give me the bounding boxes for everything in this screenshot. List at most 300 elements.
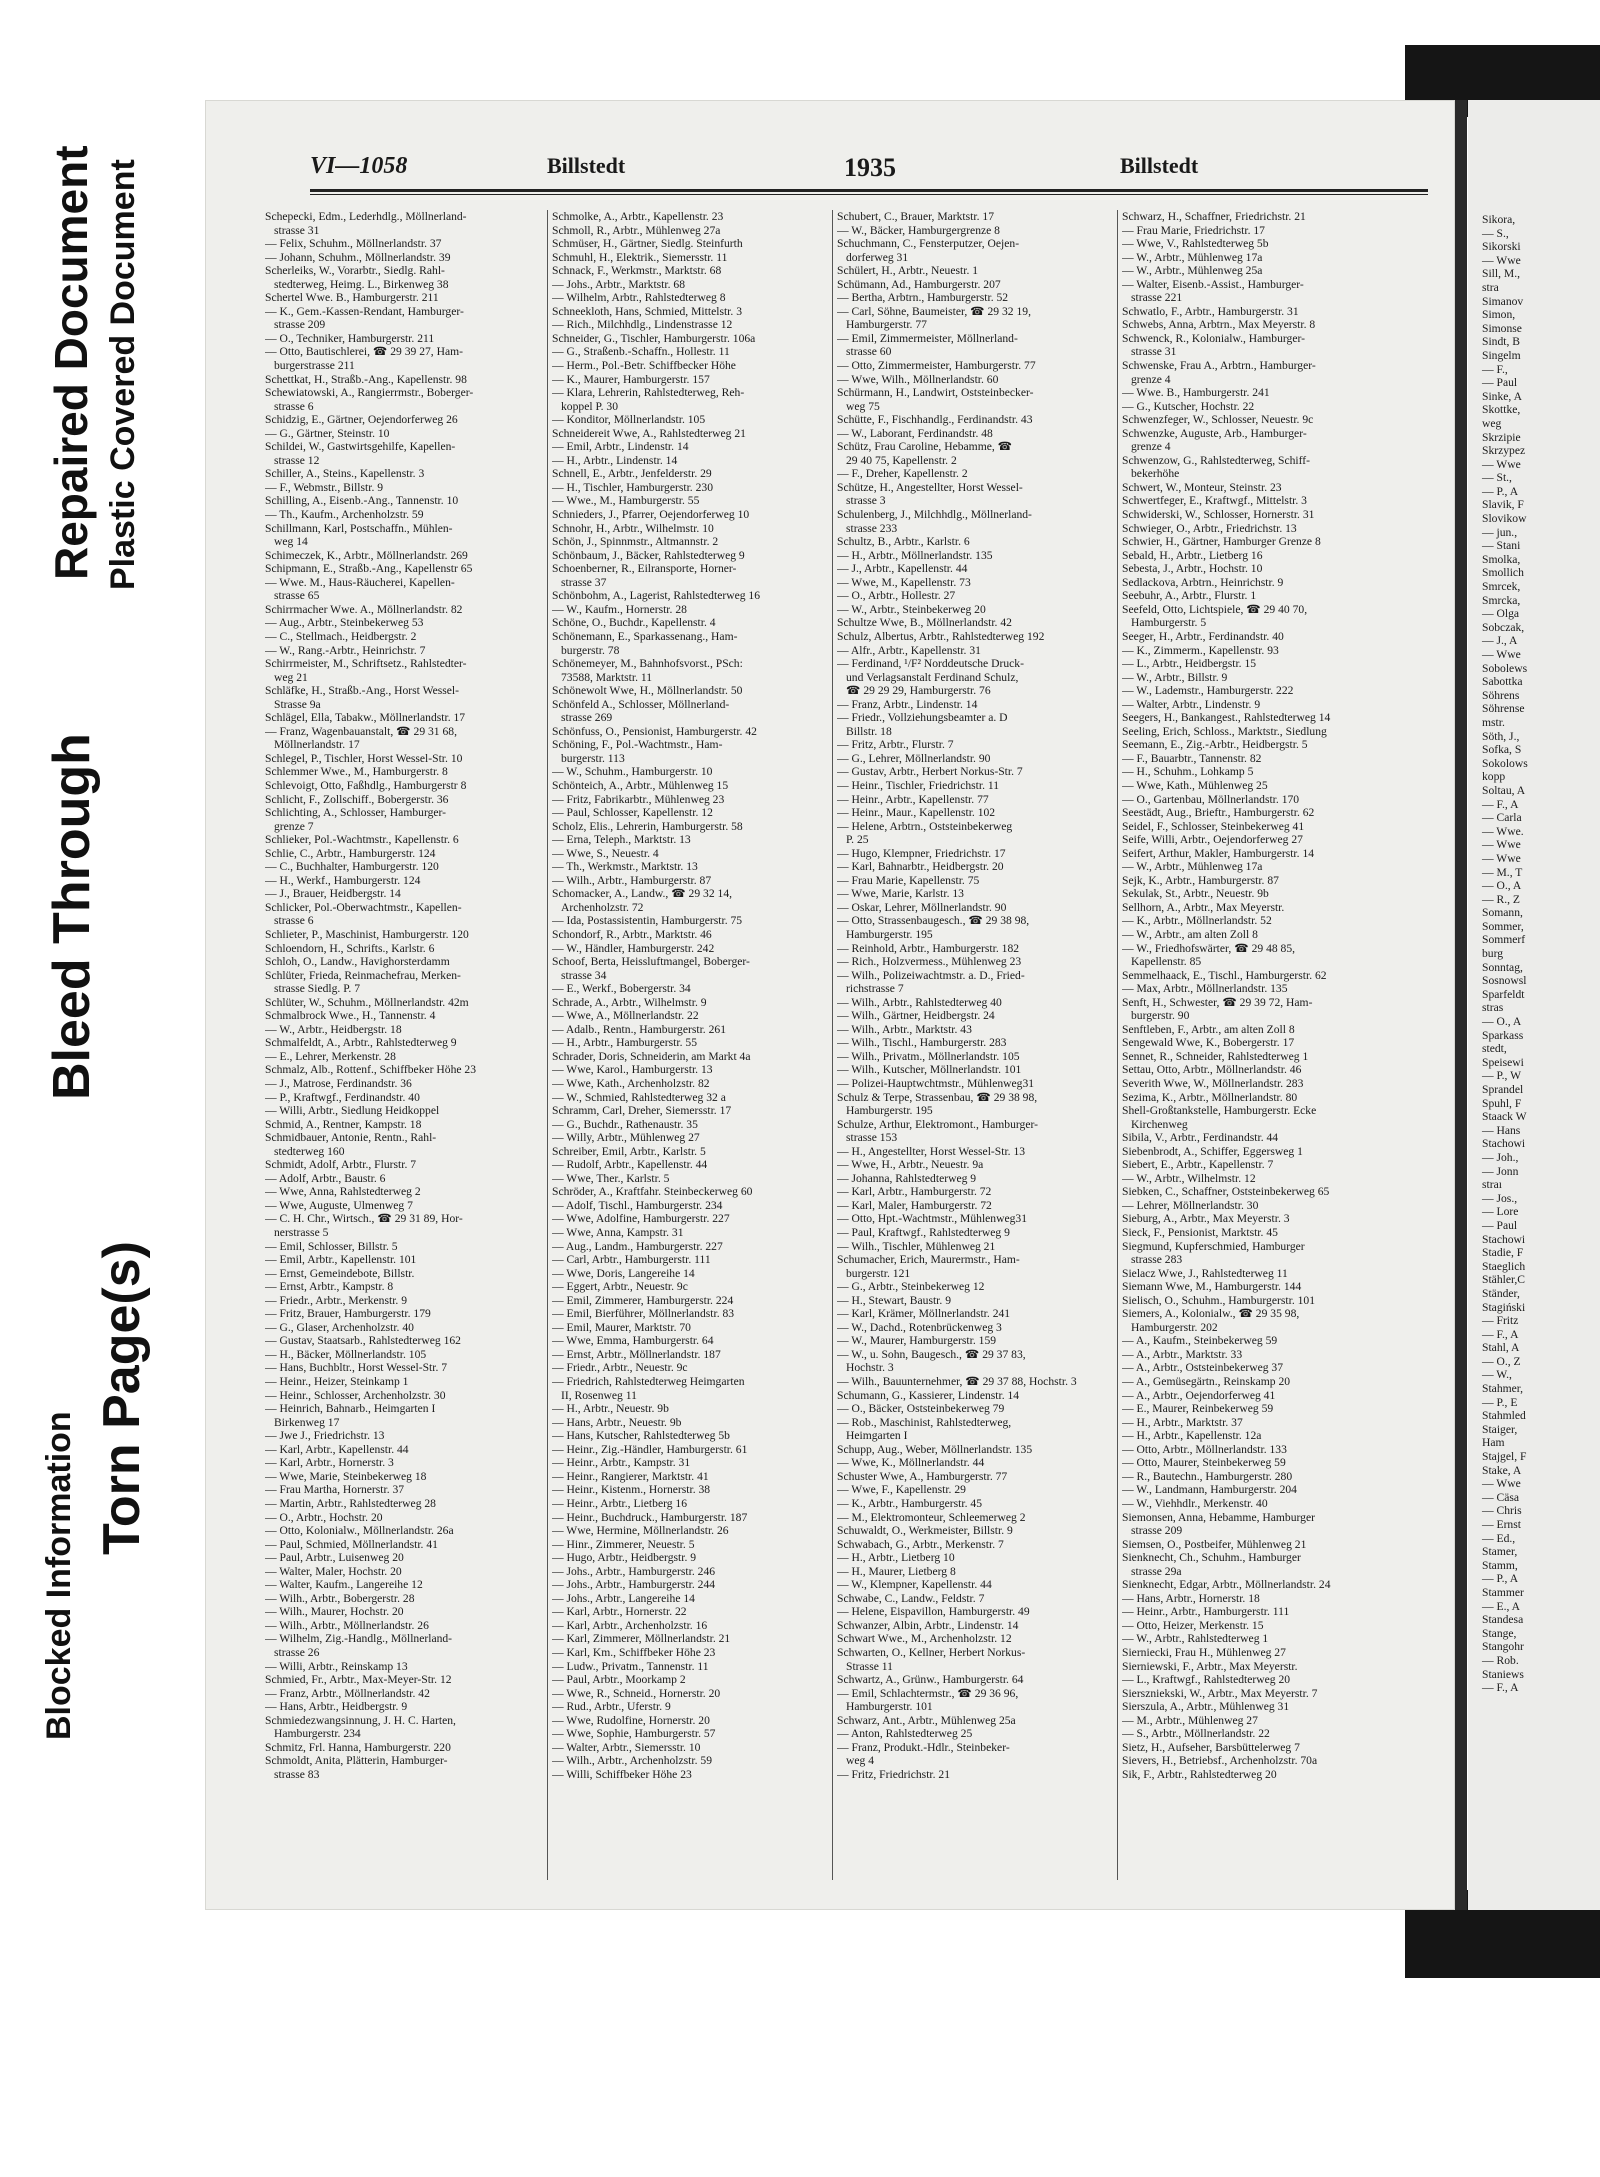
directory-entry: Schiller, A., Steins., Kapellenstr. 3: [265, 467, 425, 481]
next-page-entry: — Wwe: [1482, 648, 1521, 661]
directory-entry: — Karl, Arbtr., Kapellenstr. 44: [265, 1442, 409, 1456]
next-page-entry: Stange,: [1482, 1626, 1517, 1640]
directory-entry: Schmitz, Frl. Hanna, Hamburgerstr. 220: [265, 1740, 451, 1754]
directory-entry: Sielacz Wwe, J., Rahlstedterweg 11: [1122, 1266, 1288, 1280]
next-page-entry: — P., A: [1482, 1572, 1519, 1586]
directory-entry: — Hans, Arbtr., Hornerstr. 18: [1122, 1591, 1260, 1605]
directory-entry: — Wwe, Kath., Archenholzstr. 82: [552, 1077, 710, 1090]
directory-entry: — W., Schmied, Rahlstedterweg 32 a: [552, 1090, 726, 1104]
directory-entry: Schwanzer, Albin, Arbtr., Lindenstr. 14: [837, 1618, 1019, 1632]
directory-entry: Seeger, H., Arbtr., Ferdinandstr. 40: [1122, 629, 1284, 643]
directory-entry: Sejk, K., Arbtr., Hamburgerstr. 87: [1122, 873, 1279, 887]
directory-entry: Schwabe, C., Landw., Feldstr. 7: [837, 1591, 985, 1605]
directory-entry: — Wwe, V., Rahlstedterweg 5b: [1122, 237, 1269, 251]
directory-entry: — Otto, Bautischlerei, ☎ 29 39 27, Ham-: [265, 345, 463, 359]
directory-entry: Schürmann, H., Landwirt, Oststeinbecker-: [837, 386, 1034, 400]
directory-entry: — Heinr., Rangierer, Marktstr. 41: [552, 1469, 709, 1483]
directory-entry: stedterweg, Heimg. L., Birkenweg 38: [274, 277, 449, 291]
next-page-entry: Sokolows: [1482, 756, 1528, 770]
directory-entry: — Wwe, Auguste, Ulmenweg 7: [265, 1198, 413, 1212]
directory-entry: — A., Gemüsegärtn., Reinskamp 20: [1122, 1375, 1291, 1389]
directory-entry: Sievers, H., Betriebsf., Archenholzstr. 70a: [1122, 1754, 1318, 1768]
directory-entry: — K., Zimmerm., Kapellenstr. 93: [1122, 643, 1279, 657]
directory-entry: — Otto, Arbtr., Möllnerlandstr. 133: [1122, 1442, 1287, 1456]
directory-entry: Schmalbrock Wwe., H., Tannenstr. 4: [265, 1009, 436, 1023]
directory-entry: — Karl, Bahnarbtr., Heidbergstr. 20: [837, 860, 1004, 874]
page-header: [310, 153, 1428, 189]
next-page-entry: — R., Z: [1482, 892, 1521, 906]
next-page-entry: Sindt, B: [1482, 335, 1521, 349]
directory-entry: — Johs., Arbtr., Langereihe 14: [552, 1591, 695, 1605]
directory-entry: Schubert, C., Brauer, Marktstr. 17: [837, 210, 994, 223]
directory-entry: Siebert, E., Arbtr., Kapellenstr. 7: [1122, 1158, 1274, 1172]
directory-entry: Sierszula, A., Arbtr., Mühlenweg 31: [1122, 1700, 1290, 1714]
next-page-entry: Stamm,: [1482, 1558, 1518, 1572]
directory-entry: koppel P. 30: [561, 399, 619, 413]
directory-entry: — Karl, Maler, Hamburgerstr. 72: [837, 1198, 992, 1212]
directory-entry: — Wilh., Bauunternehmer, ☎ 29 37 88, Hochstr. 3: [837, 1375, 1077, 1389]
directory-entry: — Wwe, Ther., Karlstr. 5: [552, 1171, 670, 1185]
directory-entry: — Rich., Holzvermess., Mühlenweg 23: [837, 955, 1022, 969]
directory-entry: — Emil, Arbtr., Kapellenstr. 101: [265, 1253, 417, 1267]
directory-entry: Sibila, V., Arbtr., Ferdinandstr. 44: [1122, 1131, 1279, 1145]
next-page-entry: straı: [1482, 1178, 1502, 1192]
directory-entry: — Rudolf, Arbtr., Kapellenstr. 44: [552, 1158, 708, 1172]
directory-entry: — Hinr., Zimmerer, Neuestr. 5: [552, 1537, 695, 1551]
directory-entry: Schwertfeger, E., Kraftwgf., Mittelstr. 3: [1122, 494, 1307, 508]
directory-entry: — Oskar, Lehrer, Möllnerlandstr. 90: [837, 900, 1007, 914]
directory-entry: strasse 3: [846, 494, 886, 508]
directory-entry: — Franz, Produkt.-Hdlr., Steinbeker-: [837, 1740, 1010, 1754]
directory-entry: weg 14: [274, 535, 308, 549]
directory-entry: — Willy, Arbtr., Mühlenweg 27: [552, 1131, 700, 1145]
directory-entry: — S., Arbtr., Möllnerlandstr. 22: [1122, 1727, 1270, 1741]
directory-entry: — G., Gärtner, Steinstr. 10: [265, 426, 390, 440]
directory-entry: — Karl, Arbtr., Hamburgerstr. 72: [837, 1185, 992, 1199]
directory-entry: richstrasse 7: [846, 982, 904, 996]
directory-entry: — Klara, Lehrerin, Rahlstedterweg, Reh-: [552, 386, 745, 400]
directory-entry: Sebesta, J., Arbtr., Hochstr. 10: [1122, 562, 1263, 576]
directory-entry: strasse 34: [561, 968, 607, 982]
directory-entry: — Wwe. M., Haus-Räucherei, Kapellen-: [265, 575, 455, 589]
directory-entry: — J., Arbtr., Kapellenstr. 44: [837, 562, 968, 576]
directory-entry: Schön, J., Spinnmstr., Altmannstr. 2: [552, 535, 719, 549]
directory-entry: — Adalb., Rentn., Hamburgerstr. 261: [552, 1022, 726, 1036]
directory-entry: Heimgarten I: [846, 1429, 908, 1443]
directory-entry: strasse 221: [1131, 291, 1183, 305]
directory-entry: — Heinr., Kistenm., Hornerstr. 38: [552, 1483, 711, 1497]
directory-entry: strasse 60: [846, 345, 892, 359]
next-page-entry: Skottke,: [1482, 403, 1521, 417]
directory-entry: — Lehrer, Möllnerlandstr. 30: [1122, 1198, 1259, 1212]
next-page-entry: Sabottka: [1482, 675, 1523, 689]
next-page-entry: — P., E: [1482, 1395, 1518, 1409]
directory-entry: — W., Arbtr., Mühlenweg 17a: [1122, 250, 1263, 264]
directory-entry: — Ernst, Arbtr., Kampstr. 8: [265, 1280, 394, 1294]
directory-entry: — Karl, Km., Schiffbeker Höhe 23: [552, 1645, 716, 1659]
directory-entry: — Walter, Maler, Hochstr. 20: [265, 1564, 402, 1578]
next-page-entry: Stangohr: [1482, 1640, 1524, 1654]
label-bleed-through: Bleed Through: [43, 733, 101, 1100]
directory-entry: Schneekloth, Hans, Schmied, Mittelstr. 3: [552, 304, 742, 318]
directory-entry: — Paul, Kraftwgf., Rahlstedterweg 9: [837, 1226, 1010, 1240]
directory-entry: Sielisch, O., Schuhm., Hamburgerstr. 101: [1122, 1293, 1316, 1307]
next-page-entry: Sommer,: [1482, 919, 1524, 933]
directory-entry: Schwenske, Frau A., Arbtrn., Hamburger-: [1122, 359, 1316, 373]
directory-entry: Sierszniekski, W., Arbtr., Max Meyerstr. 7: [1122, 1686, 1318, 1700]
directory-entry: — Friedr., Vollziehungsbeamter a. D: [837, 711, 1008, 725]
directory-entry: — Rich., Milchhdlg., Lindenstrasse 12: [552, 318, 733, 332]
directory-entry: Schillmann, Karl, Postschaffn., Mühlen-: [265, 521, 453, 535]
directory-entry: Sebald, H., Arbtr., Lietberg 16: [1122, 548, 1263, 562]
directory-entry: Siemonsen, Anna, Hebamme, Hamburger: [1122, 1510, 1315, 1524]
directory-entry: — Wilh., Arbtr., Möllnerlandstr. 26: [265, 1618, 429, 1632]
directory-entry: Schupp, Aug., Weber, Möllnerlandstr. 135: [837, 1442, 1033, 1456]
next-page-entry: stras: [1482, 1001, 1504, 1015]
next-page-entry: Smolka,: [1482, 552, 1521, 566]
page-number: VI—1058: [310, 153, 408, 179]
next-page-entry: Stammer: [1482, 1585, 1524, 1599]
directory-entry: — A., Arbtr., Oststeinbekerweg 37: [1122, 1361, 1284, 1375]
directory-entry: — W., Bäcker, Hamburgergrenze 8: [837, 223, 1000, 237]
directory-entry: Schomacker, A., Landw., ☎ 29 32 14,: [552, 887, 733, 901]
directory-entry: — Friedr., Arbtr., Merkenstr. 9: [265, 1293, 408, 1307]
directory-entry: Schwiderski, W., Schlosser, Hornerstr. 31: [1122, 508, 1315, 522]
directory-entry: Schülert, H., Arbtr., Neuestr. 1: [837, 264, 979, 278]
directory-entry: — C., Stellmach., Heidbergstr. 2: [265, 629, 417, 643]
directory-entry: Seefeld, Otto, Lichtspiele, ☎ 29 40 70,: [1122, 602, 1308, 616]
directory-entry: — H., Arbtr., Kapellenstr. 12a: [1122, 1429, 1262, 1443]
next-page-entry: Sobczak,: [1482, 620, 1525, 634]
next-page-entry: Stahmled: [1482, 1409, 1526, 1423]
directory-entry: Schümann, Ad., Hamburgerstr. 207: [837, 277, 1001, 291]
directory-entry: — Emil, Bierführer, Möllnerlandstr. 83: [552, 1307, 735, 1321]
next-page-entry: Stachowi: [1482, 1232, 1526, 1246]
next-page-entry: Staeglich: [1482, 1259, 1526, 1273]
directory-entry: — E., Lehrer, Merkenstr. 28: [265, 1049, 396, 1063]
directory-entry: Scherleiks, W., Vorarbtr., Siedlg. Rahl-: [265, 264, 445, 278]
directory-entry: — Otto, Maurer, Steinbekerweg 59: [1122, 1456, 1286, 1470]
directory-entry: Strasse 9a: [274, 697, 321, 711]
directory-entry: Schirrmeister, M., Schriftsetz., Rahlstedter-: [265, 657, 467, 671]
directory-entry: weg 75: [846, 399, 880, 413]
directory-entry: Schmuhl, H., Elektrik., Siemersstr. 11: [552, 250, 728, 264]
directory-entry: — Wilh., Arbtr., Hamburgerstr. 87: [552, 873, 712, 887]
next-page-entry: — Wwe: [1482, 253, 1521, 267]
directory-entry: — Frau Martha, Hornerstr. 37: [265, 1483, 405, 1497]
directory-entry: — C. H. Chr., Wirtsch., ☎ 29 31 89, Hor-: [265, 1212, 463, 1226]
directory-entry: Schröder, A., Kraftfahr. Steinbeckerweg 60: [552, 1185, 753, 1199]
directory-entry: stedterweg 160: [274, 1144, 345, 1158]
next-page-entry: — Chris: [1482, 1504, 1522, 1518]
directory-entry: Schulz & Terpe, Strassenbau, ☎ 29 38 98,: [837, 1090, 1038, 1104]
directory-entry: — Emil, Zimmerer, Hamburgerstr. 224: [552, 1293, 734, 1307]
next-page-entry: Sosnowsl: [1482, 974, 1527, 988]
directory-entry: — G., Buchdr., Rathenaustr. 35: [552, 1117, 698, 1131]
directory-entry: — W., Arbtr., Steinbekerweg 20: [837, 602, 986, 616]
directory-entry: — W., Lademstr., Hamburgerstr. 222: [1122, 684, 1294, 698]
directory-entry: Schoenberner, R., Eilransporte, Horner-: [552, 562, 737, 576]
directory-entry: Schönfuss, O., Pensionist, Hamburgerstr. 42: [552, 724, 757, 738]
directory-entry: — Wilh., Privatm., Möllnerlandstr. 105: [837, 1049, 1020, 1063]
directory-entry: Schmidbauer, Antonie, Rentn., Rahl-: [265, 1131, 437, 1145]
directory-entry: — W., Viehhdlr., Merkenstr. 40: [1122, 1496, 1268, 1510]
directory-entry: Schöning, F., Pol.-Wachtmstr., Ham-: [552, 738, 723, 752]
directory-entry: — F., Dreher, Kapellenstr. 2: [837, 467, 968, 481]
directory-entry: — Wilh., Gärtner, Heidbergstr. 24: [837, 1009, 995, 1023]
directory-entry: — H., Schuhm., Lohkamp 5: [1122, 765, 1254, 779]
directory-entry: — Felix, Schuhm., Möllnerlandstr. 37: [265, 237, 442, 251]
directory-entry: bekerhöhe: [1131, 467, 1180, 481]
directory-entry: — Friedr., Arbtr., Neuestr. 9c: [552, 1361, 688, 1375]
directory-entry: — H., Arbtr., Marktstr. 37: [1122, 1415, 1243, 1429]
next-page-entry: Staack W: [1482, 1110, 1527, 1124]
directory-entry: — Wilh., Arbtr., Archenholzstr. 59: [552, 1754, 713, 1768]
directory-entry: — Jwe J., Friedrichstr. 13: [265, 1429, 385, 1443]
directory-entry: — O., Bäcker, Oststeinbekerweg 79: [837, 1402, 1005, 1416]
directory-entry: — Th., Werkmstr., Marktstr. 13: [552, 860, 698, 874]
directory-entry: — G., Arbtr., Steinbekerweg 12: [837, 1280, 985, 1294]
directory-entry: Severith Wwe, W., Möllnerlandstr. 283: [1122, 1077, 1304, 1090]
next-page-entry: Slovikow: [1482, 512, 1527, 526]
directory-entry: Schmoll, R., Arbtr., Mühlenweg 27a: [552, 223, 721, 237]
directory-entry: Schlemmer Wwe., M., Hamburgerstr. 8: [265, 765, 448, 779]
directory-entry: — H., Stewart, Baustr. 9: [837, 1293, 951, 1307]
next-page-entry: Stachowi: [1482, 1137, 1526, 1151]
directory-entry: weg 4: [846, 1754, 875, 1768]
next-page-entry: Stähler,C: [1482, 1273, 1526, 1287]
directory-entry: Hamburgerstr. 77: [846, 318, 927, 332]
directory-entry: Senft, H., Schwester, ☎ 29 39 72, Ham-: [1122, 995, 1313, 1009]
directory-entry: 73588, Marktstr. 11: [561, 670, 653, 684]
next-page-entry: — Wwe: [1482, 838, 1521, 852]
directory-entry: — W., Klempner, Kapellenstr. 44: [837, 1578, 992, 1592]
directory-entry: — Fritz, Arbtr., Flurstr. 7: [837, 738, 954, 752]
directory-entry: — K., Gem.-Kassen-Rendant, Hamburger-: [265, 304, 464, 318]
directory-entry: — Wilh., Arbtr., Rahlstedterweg 40: [837, 995, 1002, 1009]
directory-entry: — W., Arbtr., Wilhelmstr. 12: [1122, 1171, 1256, 1185]
directory-entry: Siemers, A., Kolonialw., ☎ 29 35 98,: [1122, 1307, 1300, 1321]
next-page-entry: Sparkass: [1482, 1028, 1524, 1042]
directory-entry: Schwenck, R., Kolonialw., Hamburger-: [1122, 331, 1305, 345]
directory-entry: Schloh, O., Landw., Havighorsterdamm: [265, 955, 450, 969]
directory-entry: — Herm., Pol.-Betr. Schiffbecker Höhe: [552, 359, 736, 373]
directory-entry: strasse 31: [274, 223, 320, 237]
directory-entry: Schwabach, G., Arbtr., Merkenstr. 7: [837, 1537, 1004, 1551]
directory-entry: Schönteich, A., Arbtr., Mühlenweg 15: [552, 778, 729, 792]
directory-entry: Seebuhr, A., Arbtr., Flurstr. 1: [1122, 589, 1257, 603]
directory-entry: — P., Kraftwgf., Ferdinandstr. 40: [265, 1090, 420, 1104]
directory-entry: grenze 7: [274, 819, 314, 833]
directory-entry: Schloendorn, H., Schrifts., Karlstr. 6: [265, 941, 435, 955]
directory-entry: — Wilh., Polizeiwachtmstr. a. D., Fried-: [837, 968, 1025, 982]
directory-entry: — Rob., Maschinist, Rahlstedterweg,: [837, 1415, 1012, 1429]
directory-entry: Schreiber, Emil, Arbtr., Karlstr. 5: [552, 1144, 706, 1158]
directory-entry: — Johs., Arbtr., Marktstr. 68: [552, 277, 686, 291]
directory-entry: Seifert, Arthur, Makler, Hamburgerstr. 14: [1122, 846, 1315, 860]
directory-entry: Hamburgerstr. 202: [1131, 1320, 1218, 1334]
directory-entry: — Wilh., Tischl., Hamburgerstr. 283: [837, 1036, 1007, 1050]
directory-entry: — Franz, Arbtr., Möllnerlandstr. 42: [265, 1686, 430, 1700]
next-page-entry: Sikora,: [1482, 213, 1516, 226]
next-page-entry: burg: [1482, 947, 1504, 961]
next-page-entry: — Stani: [1482, 539, 1521, 553]
directory-entry: — J., Brauer, Heidbergstr. 14: [265, 887, 401, 901]
directory-entry: Schrader, Doris, Schneiderin, am Markt 4a: [552, 1049, 751, 1063]
next-page-entry: — J., A: [1482, 634, 1518, 648]
next-page-entry: — F., A: [1482, 1327, 1519, 1341]
next-page-entry: — Lore: [1482, 1205, 1519, 1219]
directory-entry: Hamburgerstr. 195: [846, 927, 933, 941]
directory-entry: — Paul, Arbtr., Luisenweg 20: [265, 1551, 404, 1565]
directory-entry: Seegers, H., Bankangest., Rahlstedterweg 14: [1122, 711, 1331, 725]
next-page-entry: Slavik, F: [1482, 498, 1524, 512]
directory-entry: — Anton, Rahlstedterweg 25: [837, 1727, 973, 1741]
directory-entry: — Wwe, M., Kapellenstr. 73: [837, 575, 971, 589]
directory-entry: Schmüser, H., Gärtner, Siedlg. Steinfurth: [552, 237, 743, 251]
directory-entry: Schwarten, O., Kellner, Herbert Norkus-: [837, 1645, 1026, 1659]
directory-entry: — Hans, Arbtr., Neuestr. 9b: [552, 1415, 682, 1429]
directory-entry: Schulz, Albertus, Arbtr., Rahlstedterweg 192: [837, 629, 1045, 643]
directory-entry: Schneider, G., Tischler, Hamburgerstr. 106a: [552, 331, 756, 345]
directory-entry: strasse 283: [1131, 1253, 1183, 1267]
directory-entry: — E., Maurer, Reinbekerweg 59: [1122, 1402, 1274, 1416]
directory-entry: — H., Werkf., Hamburgerstr. 124: [265, 873, 421, 887]
next-page-entry: Staniews: [1482, 1667, 1524, 1681]
directory-entry: Schlüter, Frieda, Reinmachefrau, Merken-: [265, 968, 461, 982]
directory-entry: Schläfke, H., Straßb.-Ang., Horst Wessel-: [265, 684, 459, 698]
label-repaired-document: Repaired Document: [45, 145, 97, 580]
next-page-entry: Somann,: [1482, 906, 1523, 920]
directory-entry: — W., Händler, Hamburgerstr. 242: [552, 941, 715, 955]
next-page-entry: Smrcka,: [1482, 593, 1521, 607]
directory-entry: strasse 209: [1131, 1524, 1183, 1538]
directory-column-2: [552, 210, 828, 1781]
next-page-entry: — St.,: [1482, 471, 1512, 485]
directory-entry: Sienknecht, Ch., Schuhm., Hamburger: [1122, 1551, 1301, 1565]
next-page-entry: Sill, M.,: [1482, 267, 1521, 281]
directory-entry: Seeling, Erich, Schloss., Marktstr., Siedlung: [1122, 724, 1327, 738]
directory-entry: — Karl, Arbtr., Archenholzstr. 16: [552, 1618, 708, 1632]
directory-entry: — Erna, Teleph., Marktstr. 13: [552, 833, 691, 847]
directory-entry: Shell-Großtankstelle, Hamburgerstr. Ecke: [1122, 1104, 1317, 1118]
directory-entry: — Wilh., Tischler, Mühlenweg 21: [837, 1239, 996, 1253]
directory-entry: Schepecki, Edm., Lederhdlg., Möllnerland-: [265, 210, 467, 223]
directory-entry: — A., Arbtr., Oejendorferweg 41: [1122, 1388, 1276, 1402]
directory-entry: — H., Angestellter, Horst Wessel-Str. 13: [837, 1144, 1026, 1158]
directory-entry: — G., Lehrer, Möllnerlandstr. 90: [837, 751, 991, 765]
directory-entry: — Wwe, Rudolfine, Hornerstr. 20: [552, 1713, 710, 1727]
directory-entry: — Hugo, Klempner, Friedrichstr. 17: [837, 846, 1006, 860]
directory-entry: — Max, Arbtr., Möllnerlandstr. 135: [1122, 982, 1288, 996]
directory-entry: Siemsen, O., Postbeifer, Mühlenweg 21: [1122, 1537, 1307, 1551]
directory-entry: — W., Rang.-Arbtr., Heinrichstr. 7: [265, 643, 426, 657]
directory-entry: — Helene, Eispavillon, Hamburgerstr. 49: [837, 1605, 1030, 1619]
directory-entry: Hamburgerstr. 5: [1131, 616, 1207, 630]
directory-entry: Seidel, F., Schlosser, Steinbekerweg 41: [1122, 819, 1305, 833]
directory-entry: — Emil, Zimmermeister, Möllnerland-: [837, 331, 1018, 345]
directory-entry: strasse 29a: [1131, 1564, 1182, 1578]
directory-column-4: [1122, 210, 1398, 1781]
directory-entry: — O., Gartenbau, Möllnerlandstr. 170: [1122, 792, 1300, 806]
next-page-entry: mstr.: [1482, 715, 1505, 729]
next-page-entry: kopp: [1482, 770, 1506, 784]
next-page-entry: — Joh.,: [1482, 1150, 1519, 1164]
directory-entry: — K., Arbtr., Möllnerlandstr. 52: [1122, 914, 1272, 928]
next-page-entry: Smollich: [1482, 566, 1524, 580]
directory-entry: burgerstr. 90: [1131, 1009, 1190, 1023]
directory-entry: Schneidereit Wwe, A., Rahlstedterweg 21: [552, 426, 746, 440]
directory-entry: strasse 269: [561, 711, 613, 725]
directory-entry: — Karl, Arbtr., Hornerstr. 3: [265, 1456, 394, 1470]
directory-entry: Schwarz, Ant., Arbtr., Mühlenweg 25a: [837, 1713, 1016, 1727]
directory-entry: Schewiatowski, A., Rangierrmstr., Boberger-: [265, 386, 474, 400]
next-page-entry: Soltau, A: [1482, 783, 1526, 797]
directory-entry: Schnieders, J., Pfarrer, Oejendorferweg 10: [552, 508, 750, 522]
directory-entry: — Wilh., Arbtr., Bobergerstr. 28: [265, 1591, 415, 1605]
directory-entry: — K., Arbtr., Hamburgerstr. 45: [837, 1496, 983, 1510]
directory-entry: — Karl, Arbtr., Hornerstr. 22: [552, 1605, 687, 1619]
directory-entry: Schlägel, Ella, Tabakw., Möllnerlandstr. 17: [265, 711, 466, 725]
directory-entry: burgerstr. 121: [846, 1266, 911, 1280]
directory-entry: Hamburgerstr. 101: [846, 1700, 933, 1714]
directory-entry: — Wwe, Karol., Hamburgerstr. 13: [552, 1063, 713, 1077]
next-page-entry: Spuhl, F: [1482, 1096, 1522, 1110]
directory-entry: — Emil, Schlosser, Billstr. 5: [265, 1239, 398, 1253]
directory-entry: Schramm, Carl, Dreher, Siemersstr. 17: [552, 1104, 732, 1118]
directory-entry: — Fritz, Friedrichstr. 21: [837, 1767, 951, 1781]
next-page-entry: Ständer,: [1482, 1286, 1520, 1300]
directory-entry: — Otto, Heizer, Merkenstr. 15: [1122, 1618, 1264, 1632]
directory-entry: — Reinhold, Arbtr., Hamburgerstr. 182: [837, 941, 1020, 955]
next-page-entry: Stake, A: [1482, 1463, 1522, 1477]
directory-entry: strasse 233: [846, 521, 898, 535]
directory-entry: — E., Werkf., Bobergerstr. 34: [552, 982, 691, 996]
directory-entry: — Walter, Kaufm., Langereihe 12: [265, 1578, 423, 1592]
directory-entry: — L., Arbtr., Heidbergstr. 15: [1122, 657, 1257, 671]
directory-entry: — Carl, Arbtr., Hamburgerstr. 111: [552, 1253, 711, 1267]
directory-entry: Archenholzstr. 72: [561, 900, 644, 914]
directory-entry: — Johann, Schuhm., Möllnerlandstr. 39: [265, 250, 451, 264]
directory-entry: burgerstr. 78: [561, 643, 620, 657]
directory-entry: Semmelhaack, E., Tischl., Hamburgerstr. 62: [1122, 968, 1327, 982]
next-page-entry: Staiger,: [1482, 1422, 1518, 1436]
directory-entry: Sieck, F., Pensionist, Marktstr. 45: [1122, 1226, 1278, 1240]
next-page-entry: — F., A: [1482, 1681, 1519, 1695]
header-year: 1935: [844, 153, 896, 182]
directory-entry: — K., Maurer, Hamburgerstr. 157: [552, 372, 710, 386]
directory-entry: Schultz, B., Arbtr., Karlstr. 6: [837, 535, 970, 549]
label-torn-pages: Torn Page(s): [93, 1241, 151, 1555]
next-page-entry: Sprandel: [1482, 1083, 1524, 1096]
directory-entry: — Martin, Arbtr., Rahlstedterweg 28: [265, 1496, 436, 1510]
directory-entry: Schnohr, H., Arbtr., Wilhelmstr. 10: [552, 521, 714, 535]
directory-entry: Schönbohm, A., Lagerist, Rahlstedterweg 16: [552, 589, 761, 603]
directory-entry: Schlicker, Pol.-Oberwachtmstr., Kapellen-: [265, 900, 462, 914]
next-page-entry: Ham: [1482, 1436, 1505, 1450]
directory-entry: Schmolke, A., Arbtr., Kapellenstr. 23: [552, 210, 724, 223]
next-page-entry: Sofka, S: [1482, 743, 1522, 757]
next-page-entry: — Wwe: [1482, 1477, 1521, 1491]
directory-entry: Seife, Willi, Arbtr., Oejendorferweg 27: [1122, 833, 1303, 847]
directory-entry: — Hans, Arbtr., Heidbergstr. 9: [265, 1700, 408, 1714]
directory-entry: — Helene, Arbtrn., Oststeinbekerweg: [837, 819, 1013, 833]
header-rule-thin: [310, 194, 1428, 195]
directory-entry: — H., Tischler, Hamburgerstr. 230: [552, 480, 713, 494]
column-separator: [832, 210, 833, 1880]
directory-entry: — Heinr., Arbtr., Lietberg 16: [552, 1496, 688, 1510]
next-page-entry: stra: [1482, 280, 1499, 294]
